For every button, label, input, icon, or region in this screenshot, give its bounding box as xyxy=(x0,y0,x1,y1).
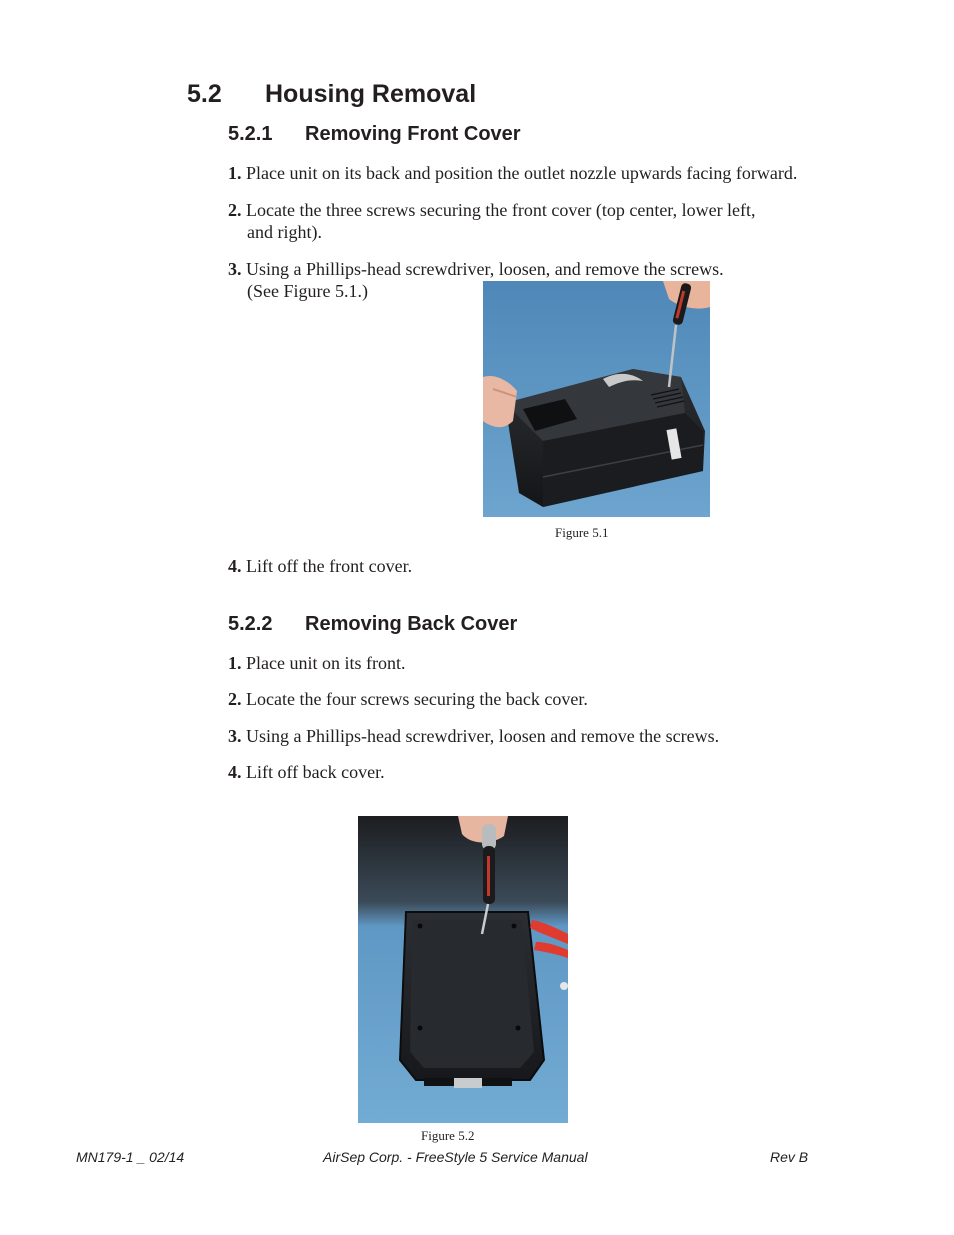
front-step-4 xyxy=(228,555,412,577)
figure-5-1-caption: Figure 5.1 xyxy=(555,525,609,540)
subsection-heading-back xyxy=(228,613,517,636)
step-text: Locate the three screws securing the front cover (top center, lower left, xyxy=(246,200,756,220)
section-title: Housing Removal xyxy=(265,80,477,108)
step-number: 2. xyxy=(228,689,242,709)
back-step-4 xyxy=(228,761,385,783)
front-step-2 xyxy=(228,199,756,243)
step-text: Place unit on its back and position the outlet nozzle upwards facing forward. xyxy=(246,163,798,183)
back-step-1 xyxy=(228,652,405,674)
front-cover-removal-illustration xyxy=(483,281,710,517)
step-number: 1. xyxy=(228,653,242,673)
front-step-1 xyxy=(228,162,797,184)
back-step-2 xyxy=(228,688,588,710)
figure-5-2-caption: Figure 5.2 xyxy=(421,1128,475,1143)
figure-5-2-photo xyxy=(358,816,568,1123)
step-text-continued: and right). xyxy=(247,222,322,242)
step-text: Using a Phillips-head screwdriver, loosen and remove the screws. xyxy=(246,726,720,746)
step-number: 4. xyxy=(228,556,242,576)
step-text: Place unit on its front. xyxy=(246,653,406,673)
back-cover-removal-illustration xyxy=(358,816,568,1123)
back-step-3 xyxy=(228,725,719,747)
section-heading xyxy=(187,80,476,109)
step-text-continued: (See Figure 5.1.) xyxy=(247,281,368,301)
figure-5-1-photo xyxy=(483,281,710,517)
step-text: Lift off back cover. xyxy=(246,762,385,782)
footer-revision: Rev B xyxy=(770,1149,809,1165)
section-number: 5.2 xyxy=(187,80,222,108)
step-number: 3. xyxy=(228,726,242,746)
subsection-heading-front xyxy=(228,123,521,146)
step-number: 4. xyxy=(228,762,242,782)
step-text: Using a Phillips-head screwdriver, loosen, and remove the screws. xyxy=(246,259,724,279)
step-number: 3. xyxy=(228,259,242,279)
footer-manual-title: AirSep Corp. - FreeStyle 5 Service Manual xyxy=(323,1149,588,1165)
step-text: Lift off the front cover. xyxy=(246,556,413,576)
subsection-title-front: Removing Front Cover xyxy=(305,123,521,145)
footer-document-id: MN179-1 _ 02/14 xyxy=(76,1149,185,1165)
subsection-number-front: 5.2.1 xyxy=(228,123,273,145)
subsection-number-back: 5.2.2 xyxy=(228,613,273,635)
step-number: 1. xyxy=(228,163,242,183)
subsection-title-back: Removing Back Cover xyxy=(305,613,518,635)
step-text: Locate the four screws securing the back cover. xyxy=(246,689,588,709)
step-number: 2. xyxy=(228,200,242,220)
